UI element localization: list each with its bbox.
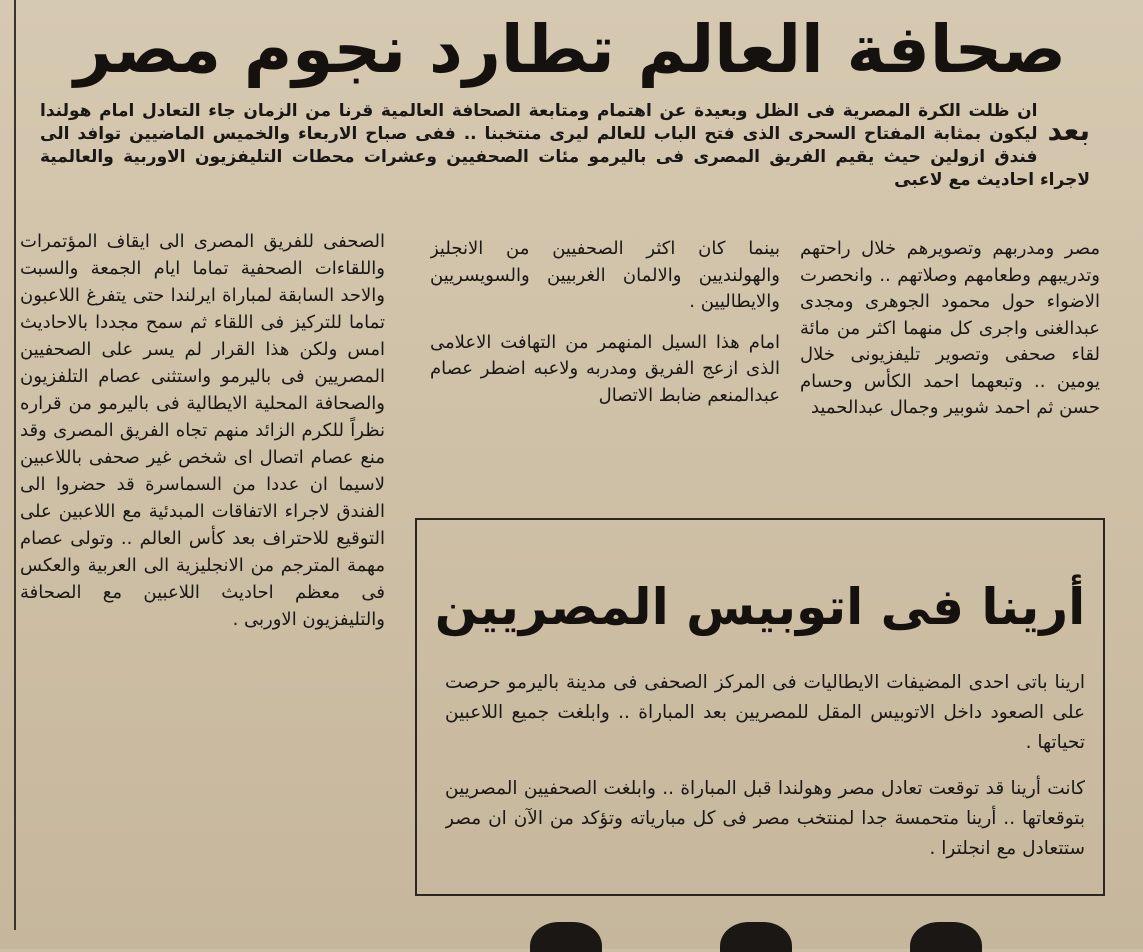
sidebar-paragraph-1: ارينا باتى احدى المضيفات الايطاليات فى المركز الصحفى فى مدينة باليرمو حرصت على الصعود داخل الاتوبيس المقل للمصريين بعد المباراة .. وابلغت جميع اللاعبين تحياتها .: [445, 672, 1085, 753]
intro-text: ان ظلت الكرة المصرية فى الظل وبعيدة عن اهتمام ومتابعة الصحافة العالمية قرنا من الزمان جاء التعادل امام هولندا ليكون بمثابة المفتاح السحرى الذى فتح الباب للعالم ليرى منتخبنا .. ففى صباح الاربعاء والخميس الماضيين توافد الى فندق ازولين حيث يقيم الفريق المصرى فى باليرمو مئات الصحفيين وعشرات محطات التليفزيون الاوربية والعالمية لاجراء احاديث مع لاعبى: [40, 101, 1090, 190]
next-headline-fragment: [470, 912, 1110, 952]
column-right: [800, 236, 1100, 496]
column-middle-para-2: امام هذا السيل المنهمر من التهافت الاعلامى الذى ازعج الفريق ومدربه ولاعبه اضطر عصام عبدالمنعم ضابط الاتصال: [430, 331, 780, 406]
sidebar-title: أرينا فى اتوبيس المصريين: [434, 578, 1086, 636]
ink-fragment: [720, 922, 792, 952]
sidebar-paragraph-2: كانت أرينا قد توقعت تعادل مصر وهولندا قبل المباراة .. وابلغت الصحفيين المصريين بتوقعاتها .. أرينا متحمسة جدا لمنتخب مصر فى كل مبارياته وتؤكد من الآن ان مصر ستتعادل مع انجلترا .: [445, 778, 1085, 859]
ink-fragment: [910, 922, 982, 952]
column-right-text: مصر ومدربهم وتصويرهم خلال راحتهم وتدريبهم وطعامهم وصلاتهم .. وانحصرت الاضواء حول محمود الجوهرى ومجدى عبدالغنى واجرى كل منهما اكثر من مائة لقاء صحفى وتصوير تليفزيونى خلال يومين .. وتبعهما احمد الكأس وحسام حسن ثم احمد شوبير وجمال عبدالحميد: [800, 238, 1100, 418]
column-rule: [14, 0, 16, 930]
article-intro: [40, 100, 1090, 226]
column-middle: [430, 236, 780, 501]
intro-lead-word: بعد: [1047, 114, 1090, 147]
column-middle-para-1: بينما كان اكثر الصحفيين من الانجليز والهولنديين والالمان الغربيين والسويسريين والايطاليين .: [430, 238, 780, 312]
article-headline: صحافة العالم تطارد نجوم مصر: [73, 11, 1067, 88]
column-left: [20, 228, 385, 948]
column-left-text: الصحفى للفريق المصرى الى ايقاف المؤتمرات واللقاءات الصحفية تماما ايام الجمعة والسبت والاحد السابقة لمباراة ايرلندا حتى يتفرغ اللاعبون تماما للتركيز فى اللقاء ثم سمح مجددا بالاحاديث امس ولكن هذا القرار لم يسر على الصحفيين المصريين فى باليرمو واستثنى عصام التلفزيون والصحافة المحلية الايطالية فى باليرمو من قراره نظراً للكرم الزائد منهم تجاه الفريق المصرى وقد منع عصام اتصال اى شخص غير صحفى باللاعبين لاسيما ان عددا من السماسرة قد حضروا الى الفندق لاجراء الاتفاقات المبدئية مع اللاعبين على التوقيع للاحتراف بعد كأس العالم .. وتولى عصام مهمة المترجم من الانجليزية الى العربية والعكس فى معظم احاديث اللاعبين مع الصحافة والتليفزيون الاوربى .: [20, 231, 385, 630]
ink-fragment: [530, 922, 602, 952]
